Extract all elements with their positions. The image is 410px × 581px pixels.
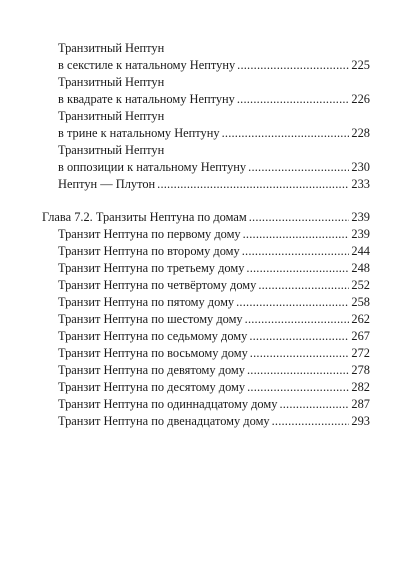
toc-entry-label: в квадрате к натальному Нептуну	[58, 92, 235, 106]
chapter-entry	[42, 209, 370, 226]
toc-entry-label: Транзитный Нептун	[58, 109, 165, 123]
page-number: 267	[351, 329, 370, 343]
dot-leader	[247, 362, 349, 379]
page-number: 272	[351, 346, 370, 360]
page-number: 226	[351, 92, 370, 106]
dot-leader	[249, 209, 350, 226]
toc-entry-label: Нептун — Плутон	[58, 177, 156, 191]
page-number: 244	[351, 244, 370, 258]
page-number: 239	[351, 227, 370, 241]
page-number: 262	[351, 312, 370, 326]
dot-leader	[157, 176, 349, 193]
toc-entry	[42, 328, 370, 345]
toc-entry	[42, 260, 370, 277]
houses-list	[42, 226, 370, 430]
page-number: 282	[351, 380, 370, 394]
toc-entry	[42, 311, 370, 328]
page-number: 287	[351, 397, 370, 411]
toc-entry	[42, 159, 370, 176]
toc-entry-label: Транзит Нептуна по первому дому	[58, 227, 241, 241]
page-number: 293	[351, 414, 370, 428]
toc-entry-label: Транзит Нептуна по шестому дому	[58, 312, 243, 326]
toc-entry	[42, 396, 370, 413]
dot-leader	[272, 413, 350, 430]
page-number: 228	[351, 126, 370, 140]
toc-entry-title	[42, 40, 370, 57]
toc-entry	[42, 294, 370, 311]
section-gap	[42, 193, 370, 209]
toc-entry	[42, 243, 370, 260]
page-number: 278	[351, 363, 370, 377]
dot-leader	[258, 277, 349, 294]
toc-entry	[42, 277, 370, 294]
page-number: 252	[351, 278, 370, 292]
toc-entry	[42, 91, 370, 108]
toc-entry-label: в трине к натальному Нептуну	[58, 126, 220, 140]
page-number: 230	[351, 160, 370, 174]
toc-entry-label: Транзит Нептуна по десятому дому	[58, 380, 246, 394]
page-number: 258	[351, 295, 370, 309]
page-number: 239	[351, 210, 370, 224]
toc-entry	[42, 226, 370, 243]
page-number: 233	[351, 177, 370, 191]
dot-leader	[243, 226, 350, 243]
toc-entry-label: Транзит Нептуна по пятому дому	[58, 295, 235, 309]
toc-entry-label: в оппозиции к натальному Нептуну	[58, 160, 247, 174]
dot-leader	[250, 345, 350, 362]
dot-leader	[247, 379, 349, 396]
toc-entry-title	[42, 142, 370, 159]
toc-entry-label: Транзит Нептуна по второму дому	[58, 244, 240, 258]
toc-entry-label: в секстиле к натальному Нептуну	[58, 58, 236, 72]
toc-entry-label: Транзит Нептуна по двенадцатому дому	[58, 414, 270, 428]
page-number: 225	[351, 58, 370, 72]
toc-entry-label: Транзит Нептуна по четвёртому дому	[58, 278, 257, 292]
dot-leader	[248, 159, 349, 176]
dot-leader	[279, 396, 349, 413]
toc-entry-title	[42, 74, 370, 91]
toc-entry-label: Транзит Нептуна по восьмому дому	[58, 346, 248, 360]
toc-entry-label: Транзитный Нептун	[58, 41, 165, 55]
toc-entry-label: Транзит Нептуна по девятому дому	[58, 363, 245, 377]
toc-entry	[42, 413, 370, 430]
toc-entry	[42, 362, 370, 379]
toc-entry-label: Транзитный Нептун	[58, 75, 165, 89]
toc-entry-label: Транзитный Нептун	[58, 143, 165, 157]
table-of-contents	[42, 40, 370, 430]
chapter-label: Глава 7.2. Транзиты Нептуна по домам	[42, 210, 247, 224]
toc-entry	[42, 345, 370, 362]
toc-entry	[42, 176, 370, 193]
dot-leader	[237, 57, 349, 74]
dot-leader	[245, 311, 350, 328]
dot-leader	[249, 328, 349, 345]
toc-entry	[42, 57, 370, 74]
dot-leader	[236, 294, 349, 311]
page-number: 248	[351, 261, 370, 275]
toc-entry-label: Транзит Нептуна по одиннадцатому дому	[58, 397, 278, 411]
dot-leader	[237, 91, 350, 108]
toc-entry	[42, 379, 370, 396]
toc-entry-label: Транзит Нептуна по седьмому дому	[58, 329, 248, 343]
toc-entry-label: Транзит Нептуна по третьему дому	[58, 261, 245, 275]
toc-entry	[42, 125, 370, 142]
toc-entry-title	[42, 108, 370, 125]
dot-leader	[246, 260, 349, 277]
dot-leader	[242, 243, 350, 260]
dot-leader	[222, 125, 350, 142]
